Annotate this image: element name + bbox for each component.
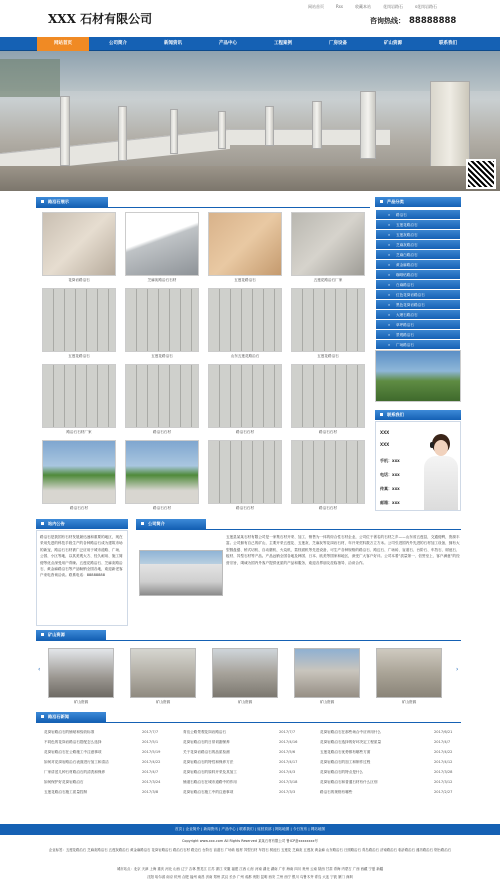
news-date: 2017/7/7 [142,730,159,734]
product-caption[interactable]: 路沿石石材厂家 [66,430,92,434]
product-caption[interactable]: 五莲花路沿石 [234,278,256,282]
product-item[interactable] [125,364,199,435]
product-item[interactable] [42,364,116,435]
news-link[interactable]: 花岗岩路沿石的日常切割保养 [183,740,230,744]
mine-item[interactable] [48,648,114,705]
product-image[interactable] [208,288,282,352]
product-caption[interactable]: 花岗岩路沿石 [68,278,90,282]
news-date: 2017/5/1 [142,740,159,744]
product-caption[interactable]: 五莲花路沿石 [317,354,339,358]
product-item[interactable] [125,212,199,283]
banner-image[interactable] [0,51,500,191]
category-item[interactable]: » 芝麻白路沿石 [376,250,460,260]
category-item[interactable]: » 五莲花路沿石 [376,220,460,230]
main-nav [0,37,500,51]
mine-caption[interactable]: 矿山资源 [155,700,171,704]
contact-fax: 传真：xxx [380,486,400,491]
product-image[interactable] [42,212,116,276]
category-item[interactable]: » 大理石路沿石 [376,310,460,320]
news-date: 2017/4/12 [434,760,453,764]
news-title: 路沿石新闻 [36,712,106,722]
category-item[interactable]: » 黑色花岗岩路沿石 [376,300,460,310]
contact-email: 邮箱：xxx [380,500,400,505]
news-link[interactable]: 五莲花路沿石优势都有哪些方面 [320,750,371,754]
nav-products[interactable]: 产品中心 [219,41,237,46]
product-caption[interactable]: 路沿石石材 [319,506,337,510]
mine-item[interactable] [294,648,360,705]
product-image[interactable] [208,212,282,276]
product-caption[interactable]: 路沿石石材 [153,506,171,510]
footer-tags[interactable]: 企业标签：五莲花路沿石 芝麻灰路沿石 五莲灰路沿石 黄金麻路沿石 花岗岩路沿石 路沿石石材 路边石 台阶石 盲道石 广场砖 板材 异型石材 车挡石 树池石 五莲花 芝麻灰 五莲灰 黄金麻 山东路沿石 日照路沿石 青岛路沿石 济南路沿石 临沂路沿石 潍坊路沿石 烟台路沿石 [48,848,452,852]
product-item[interactable] [208,212,282,283]
product-image[interactable] [291,288,365,352]
site-logo[interactable]: XXX 石材有限公司 [48,12,153,26]
categories-title: 产品分类 [375,197,461,207]
about-divider [136,529,461,530]
product-caption[interactable]: 五莲花路沿石厂家 [313,278,343,282]
mine-caption[interactable]: 矿山资源 [237,700,253,704]
contact-box [375,421,461,511]
category-item[interactable]: » 景观路沿石 [376,330,460,340]
contact-title: 联系我们 [375,410,461,420]
footer-nav[interactable]: 首页 | 企业简介 | 新闻资讯 | 产品中心 | 联系我们 | 返回顶部 | 网站地图 | 今日发布 | 网站地图 [0,824,500,835]
product-item[interactable] [42,288,116,359]
product-caption[interactable]: 路沿石石材 [236,430,254,434]
contact-tel: 电话：xxx [380,472,400,477]
news-link[interactable]: 不同色的花岗岩路沿石搭配怎么选择 [44,740,102,744]
news-link[interactable]: 花岗岩路沿石的特性和保养方法 [183,760,234,764]
news-date: 2017/5/19 [142,750,161,754]
news-date: 2017/4/7 [142,770,159,774]
news-link[interactable]: 花岗岩路沿石的原料开采及其加工 [183,770,237,774]
product-image[interactable] [125,212,199,276]
mines-divider [36,640,461,641]
mines-next-arrow[interactable]: › [456,666,459,673]
mine-image[interactable] [212,648,278,698]
news-link[interactable]: 铺道石路沿石在城市道路中的作用 [183,780,237,784]
news-link[interactable]: 五莲花路沿石施工质量控制 [44,790,88,794]
top-link-home[interactable]: 网站首页 [308,4,324,9]
news-link[interactable]: 花岗岩路沿石在公路施工中注意事项 [44,750,102,754]
news-link[interactable]: 青岛公路景观花岗岩路沿石 [183,730,227,734]
top-link-rss[interactable]: Rss [336,4,343,9]
contact-line2: XXX [380,442,390,447]
news-date: 2017/2/27 [434,790,453,794]
category-item[interactable]: » 路沿石 [376,210,460,220]
news-link[interactable]: 如何对花岗岩路沿石表面进行加工和清洁 [44,760,109,764]
news-date: 2017/3/28 [434,770,453,774]
product-item[interactable] [291,440,365,511]
news-divider [36,722,461,723]
mine-image[interactable] [294,648,360,698]
hotline [370,16,456,26]
product-image[interactable] [291,212,365,276]
mine-item[interactable] [376,648,442,705]
product-image[interactable] [291,364,365,428]
product-image[interactable] [42,288,116,352]
product-caption[interactable]: 路沿石石材 [70,506,88,510]
category-item[interactable]: » 草坪路沿石 [376,320,460,330]
news-link[interactable]: 花岗岩路沿石的加工和制作过程 [320,760,371,764]
mine-image[interactable] [48,648,114,698]
notice-title: 站内公告 [36,519,128,529]
news-date: 2017/5/6 [279,750,296,754]
mine-caption[interactable]: 矿山资源 [319,700,335,704]
news-link[interactable]: 路沿石的规格有哪些 [320,790,353,794]
top-link-2[interactable]: s花岗岩路石 [414,4,438,9]
product-item[interactable] [208,440,282,511]
mines-title: 矿山资源 [36,630,106,640]
category-item[interactable]: » 黄金麻路沿石 [376,260,460,270]
product-item[interactable] [291,212,365,283]
product-caption[interactable]: 五莲花路沿石 [68,354,90,358]
news-link[interactable]: 花岗岩路沿石的铺贴和验收标准 [44,730,95,734]
product-item[interactable] [291,364,365,435]
product-image[interactable] [125,288,199,352]
products-divider [36,207,370,208]
products-title: 路沿石展示 [36,197,108,207]
product-caption[interactable]: 山东五莲花路沿石 [230,354,260,358]
product-image[interactable] [208,364,282,428]
product-image[interactable] [125,364,199,428]
footer-cities-2[interactable]: 沈阳 哈尔滨 南京 杭州 合肥 福州 南昌 济南 郑州 武汉 长沙 广州 成都 贵阳 昆明 西安 兰州 西宁 银川 乌鲁木齐 青岛 大连 宁波 厦门 深圳 [147,875,353,879]
news-date: 2017/6/21 [434,730,453,734]
product-caption[interactable]: 路沿石石材 [319,430,337,434]
nav-mine[interactable]: 矿山资源 [384,41,402,46]
footer-cities[interactable]: 城市站点：北京 天津 上海 重庆 河北 山西 辽宁 吉林 黑龙江 江苏 浙江 安徽 福建 江西 山东 河南 湖北 湖南 广东 海南 四川 贵州 云南 陕西 甘肃 青海 内蒙古 广西 西藏 宁夏 新疆 [116,867,384,871]
news-date: 2017/3/24 [142,780,161,784]
top-header [0,0,500,36]
mine-caption[interactable]: 矿山资源 [73,700,89,704]
mines-prev-arrow[interactable]: ‹ [38,666,41,673]
nav-contact[interactable]: 联系我们 [439,41,457,46]
news-date: 2017/4/22 [434,750,453,754]
news-link[interactable]: 花岗岩路沿石在那些场合中应该用什么 [320,730,382,734]
mine-image[interactable] [376,648,442,698]
category-item[interactable]: » 广场路沿石 [376,340,460,350]
nav-cases[interactable]: 工程案例 [274,41,292,46]
mine-image[interactable] [130,648,196,698]
news-link[interactable]: 花岗岩路沿石的特点是什么 [320,770,364,774]
news-date: 2017/3/8 [142,790,159,794]
news-date: 2017/4/17 [279,760,298,764]
top-link-1[interactable]: 花岗岩路石 [382,4,403,9]
nav-news[interactable]: 新闻资讯 [164,41,182,46]
hotline-number: 88888888 [409,16,457,26]
news-date: 2017/3/18 [279,780,298,784]
product-item[interactable] [208,364,282,435]
product-caption[interactable]: 五莲花路沿石 [151,354,173,358]
product-caption[interactable]: 路沿石石材 [236,506,254,510]
news-date: 2017/3/12 [434,780,453,784]
category-banner-image [375,350,461,402]
category-item[interactable]: » 咖啡钻路沿石 [376,270,460,280]
category-item[interactable]: » 五莲灰路沿石 [376,230,460,240]
news-link[interactable]: 花岗岩路沿石选择的好坏决定工程质量 [320,740,382,744]
product-caption[interactable]: 芝麻灰路沿石石材 [147,278,177,282]
news-date: 2017/4/16 [279,740,298,744]
nav-home[interactable]: 网站首页 [37,37,89,51]
product-image[interactable] [208,440,282,504]
product-item[interactable] [42,212,116,283]
mine-item[interactable] [212,648,278,705]
mine-item[interactable] [130,648,196,705]
news-date: 2017/4/3 [279,770,296,774]
about-text: 五莲县某某石材有限公司是一家集石材开采、加工、销售为一体的综合性石材企业，公司位于著名的石材之乡——山东省五莲县，交通便利，资源丰富。公司拥有自己的矿山，主要开采五莲花、五莲灰、芝麻灰等花岗岩石材，年开采荒料数万立方米。公司引进国内外先进的石材加工设备，拥有大型圆盘锯、桥式切机、自动磨机、火烧机、荔枝面机等先进设备，可生产各种规格的路沿石、路边石、广场砖、盲道石、台阶石、车挡石、树池石、板材、异型石材等产品。产品远销全国各地及韩国、日本、欧美等国家和地区，深受广大客户好评。公司本着“质量第一、信誉至上、客户满意”的经营宗旨，竭诚为国内外客户提供优质的产品和服务，欢迎各界朋友莅临指导、洽谈合作。 [226,535,460,565]
contact-company: XXX [380,430,390,435]
nav-factory[interactable]: 厂房设备 [329,41,347,46]
news-date: 2017/4/7 [434,740,451,744]
category-item[interactable]: » 芝麻灰路沿石 [376,240,460,250]
customer-service-image [420,430,460,510]
contact-phone: 手机：xxx [380,458,400,463]
qr-code [466,159,496,189]
footer-copyright: Copyright www.xxx.com All Rights Reserved 某某石材有限公司 鲁ICP备xxxxxxxx号 [182,839,318,843]
product-item[interactable] [42,440,116,511]
top-link-favorite[interactable]: 收藏本站 [354,4,371,9]
product-item[interactable] [125,288,199,359]
product-item[interactable] [291,288,365,359]
category-item[interactable]: » 红色花岗岩路沿石 [376,290,460,300]
hotline-label: 咨询热线： [370,17,405,25]
product-image[interactable] [125,440,199,504]
nav-about[interactable]: 公司简介 [109,41,127,46]
company-building-image [139,550,223,596]
news-link[interactable]: 关于花岗岩路沿石的品质检测 [183,750,230,754]
product-image[interactable] [42,364,116,428]
news-link[interactable]: 如何保护好花岗岩路沿石 [44,780,84,784]
news-link[interactable]: 花岗岩路沿石和普通石材有什么区别 [320,780,378,784]
news-link[interactable]: 厂家讲述几种石材路沿石的清洗和保养 [44,770,106,774]
top-links [308,4,437,10]
product-caption[interactable]: 路沿石石材 [153,430,171,434]
notice-text: 路沿石是我国有石材发展最迅速和重要的地区，现在采用先进的科技手段生产的各种路沿石成为建筑市场的新宠，路沿石石材被广泛应用于城市道路、广场、公园、小区等地，以其美观大方、经久耐用、施工简便等优点深受用户青睐。五莲花路沿石、芝麻灰路沿石、黄金麻路沿石等产品畅销全国各地，欢迎新老客户来电咨询洽谈。联系电话：88888888 [36,530,128,626]
news-date: 2017/3/3 [279,790,296,794]
news-date: 2017/4/22 [142,760,161,764]
news-link[interactable]: 花岗岩路沿石施工中的注意事项 [183,790,234,794]
product-item[interactable] [125,440,199,511]
news-date: 2017/7/7 [279,730,296,734]
category-item[interactable]: » 白麻路沿石 [376,280,460,290]
about-title: 公司简介 [136,519,206,529]
product-image[interactable] [42,440,116,504]
mine-caption[interactable]: 矿山资源 [401,700,417,704]
product-image[interactable] [291,440,365,504]
product-item[interactable] [208,288,282,359]
